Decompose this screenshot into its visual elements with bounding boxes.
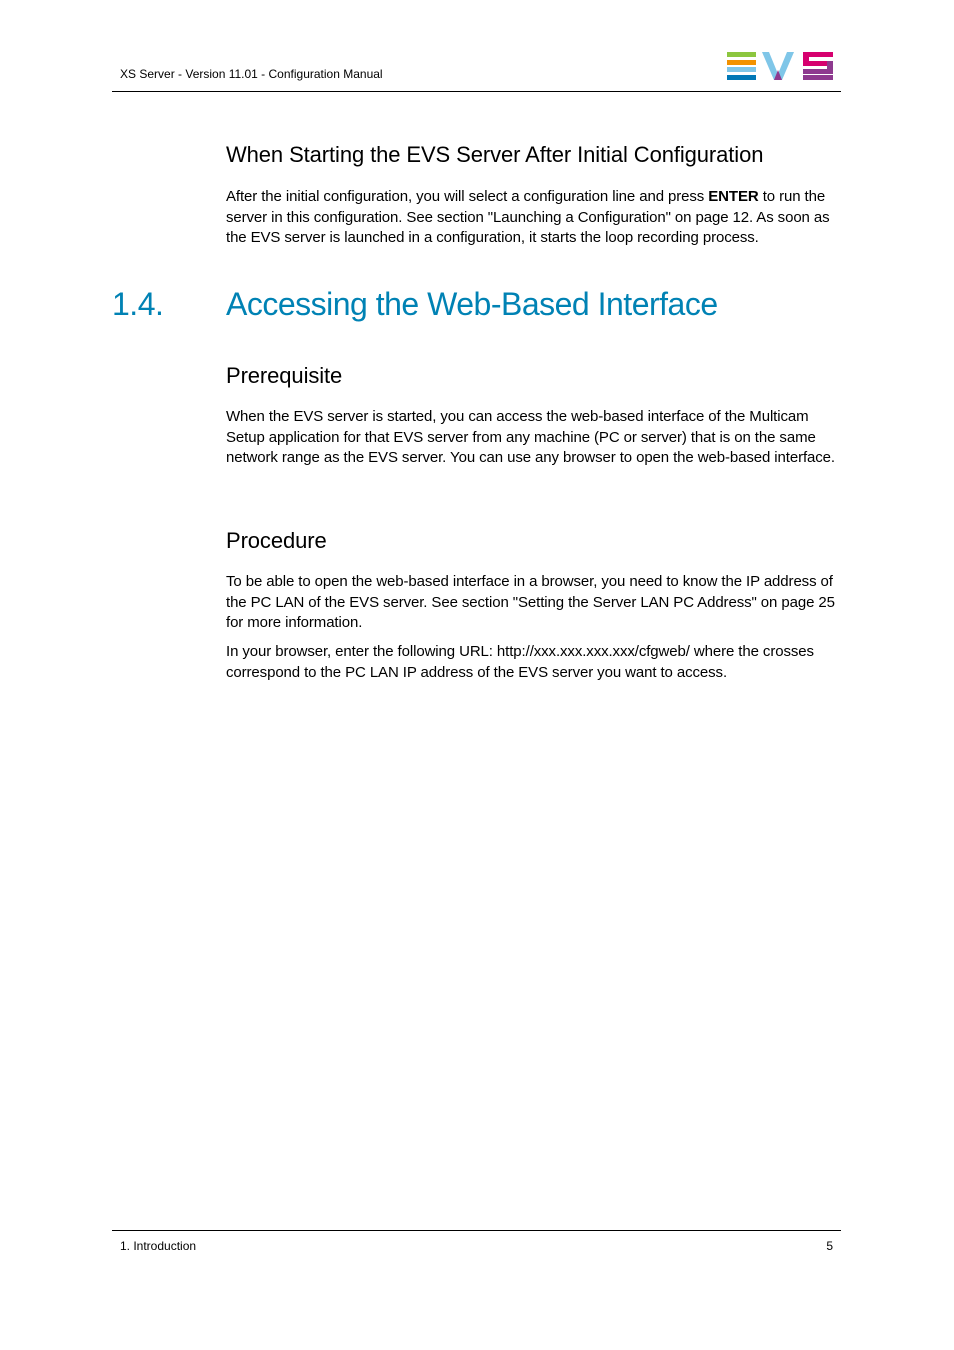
footer-chapter: 1. Introduction (120, 1239, 197, 1253)
section-number: 1.4. (112, 286, 164, 322)
prerequisite-paragraph: When the EVS server is started, you can access the web-based interface of the Multicam Setup application for that EVS server from any machine (PC or server) that is on the same network range as the EVS server. You can use any browser to open the web-based interface. (226, 408, 835, 466)
page-number: 5 (826, 1239, 833, 1253)
procedure-paragraph-1: To be able to open the web-based interface in a browser, you need to know the IP address of the PC LAN of the EVS server. See section "Setting the Server LAN PC Address" on page 25 for more information. (226, 573, 835, 631)
page-header (112, 50, 841, 92)
enter-keyword: ENTER (708, 188, 759, 205)
evs-logo-icon (727, 52, 833, 80)
page-footer (112, 1230, 841, 1253)
procedure-heading: Procedure (226, 528, 327, 553)
procedure-paragraph-2: In your browser, enter the following URL: http://xxx.xxx.xxx.xxx/cfgweb/ where the crosses correspond to the PC LAN IP address of the EVS server you want to access. (226, 643, 814, 681)
prerequisite-heading: Prerequisite (226, 363, 343, 388)
paragraph-initial-config: After the initial configuration, you will select a configuration line and press ENTER to run the server in this configuration. See section "Launching a Configuration" on page 12. As soon as the EVS server is launched in a configuration, it starts the loop recording process. (226, 188, 830, 246)
document-title: XS Server - Version 11.01 - Configuration Manual (120, 67, 383, 81)
section-heading-initial-config: When Starting the EVS Server After Initial Configuration (226, 142, 764, 167)
section-title: Accessing the Web-Based Interface (226, 286, 718, 322)
